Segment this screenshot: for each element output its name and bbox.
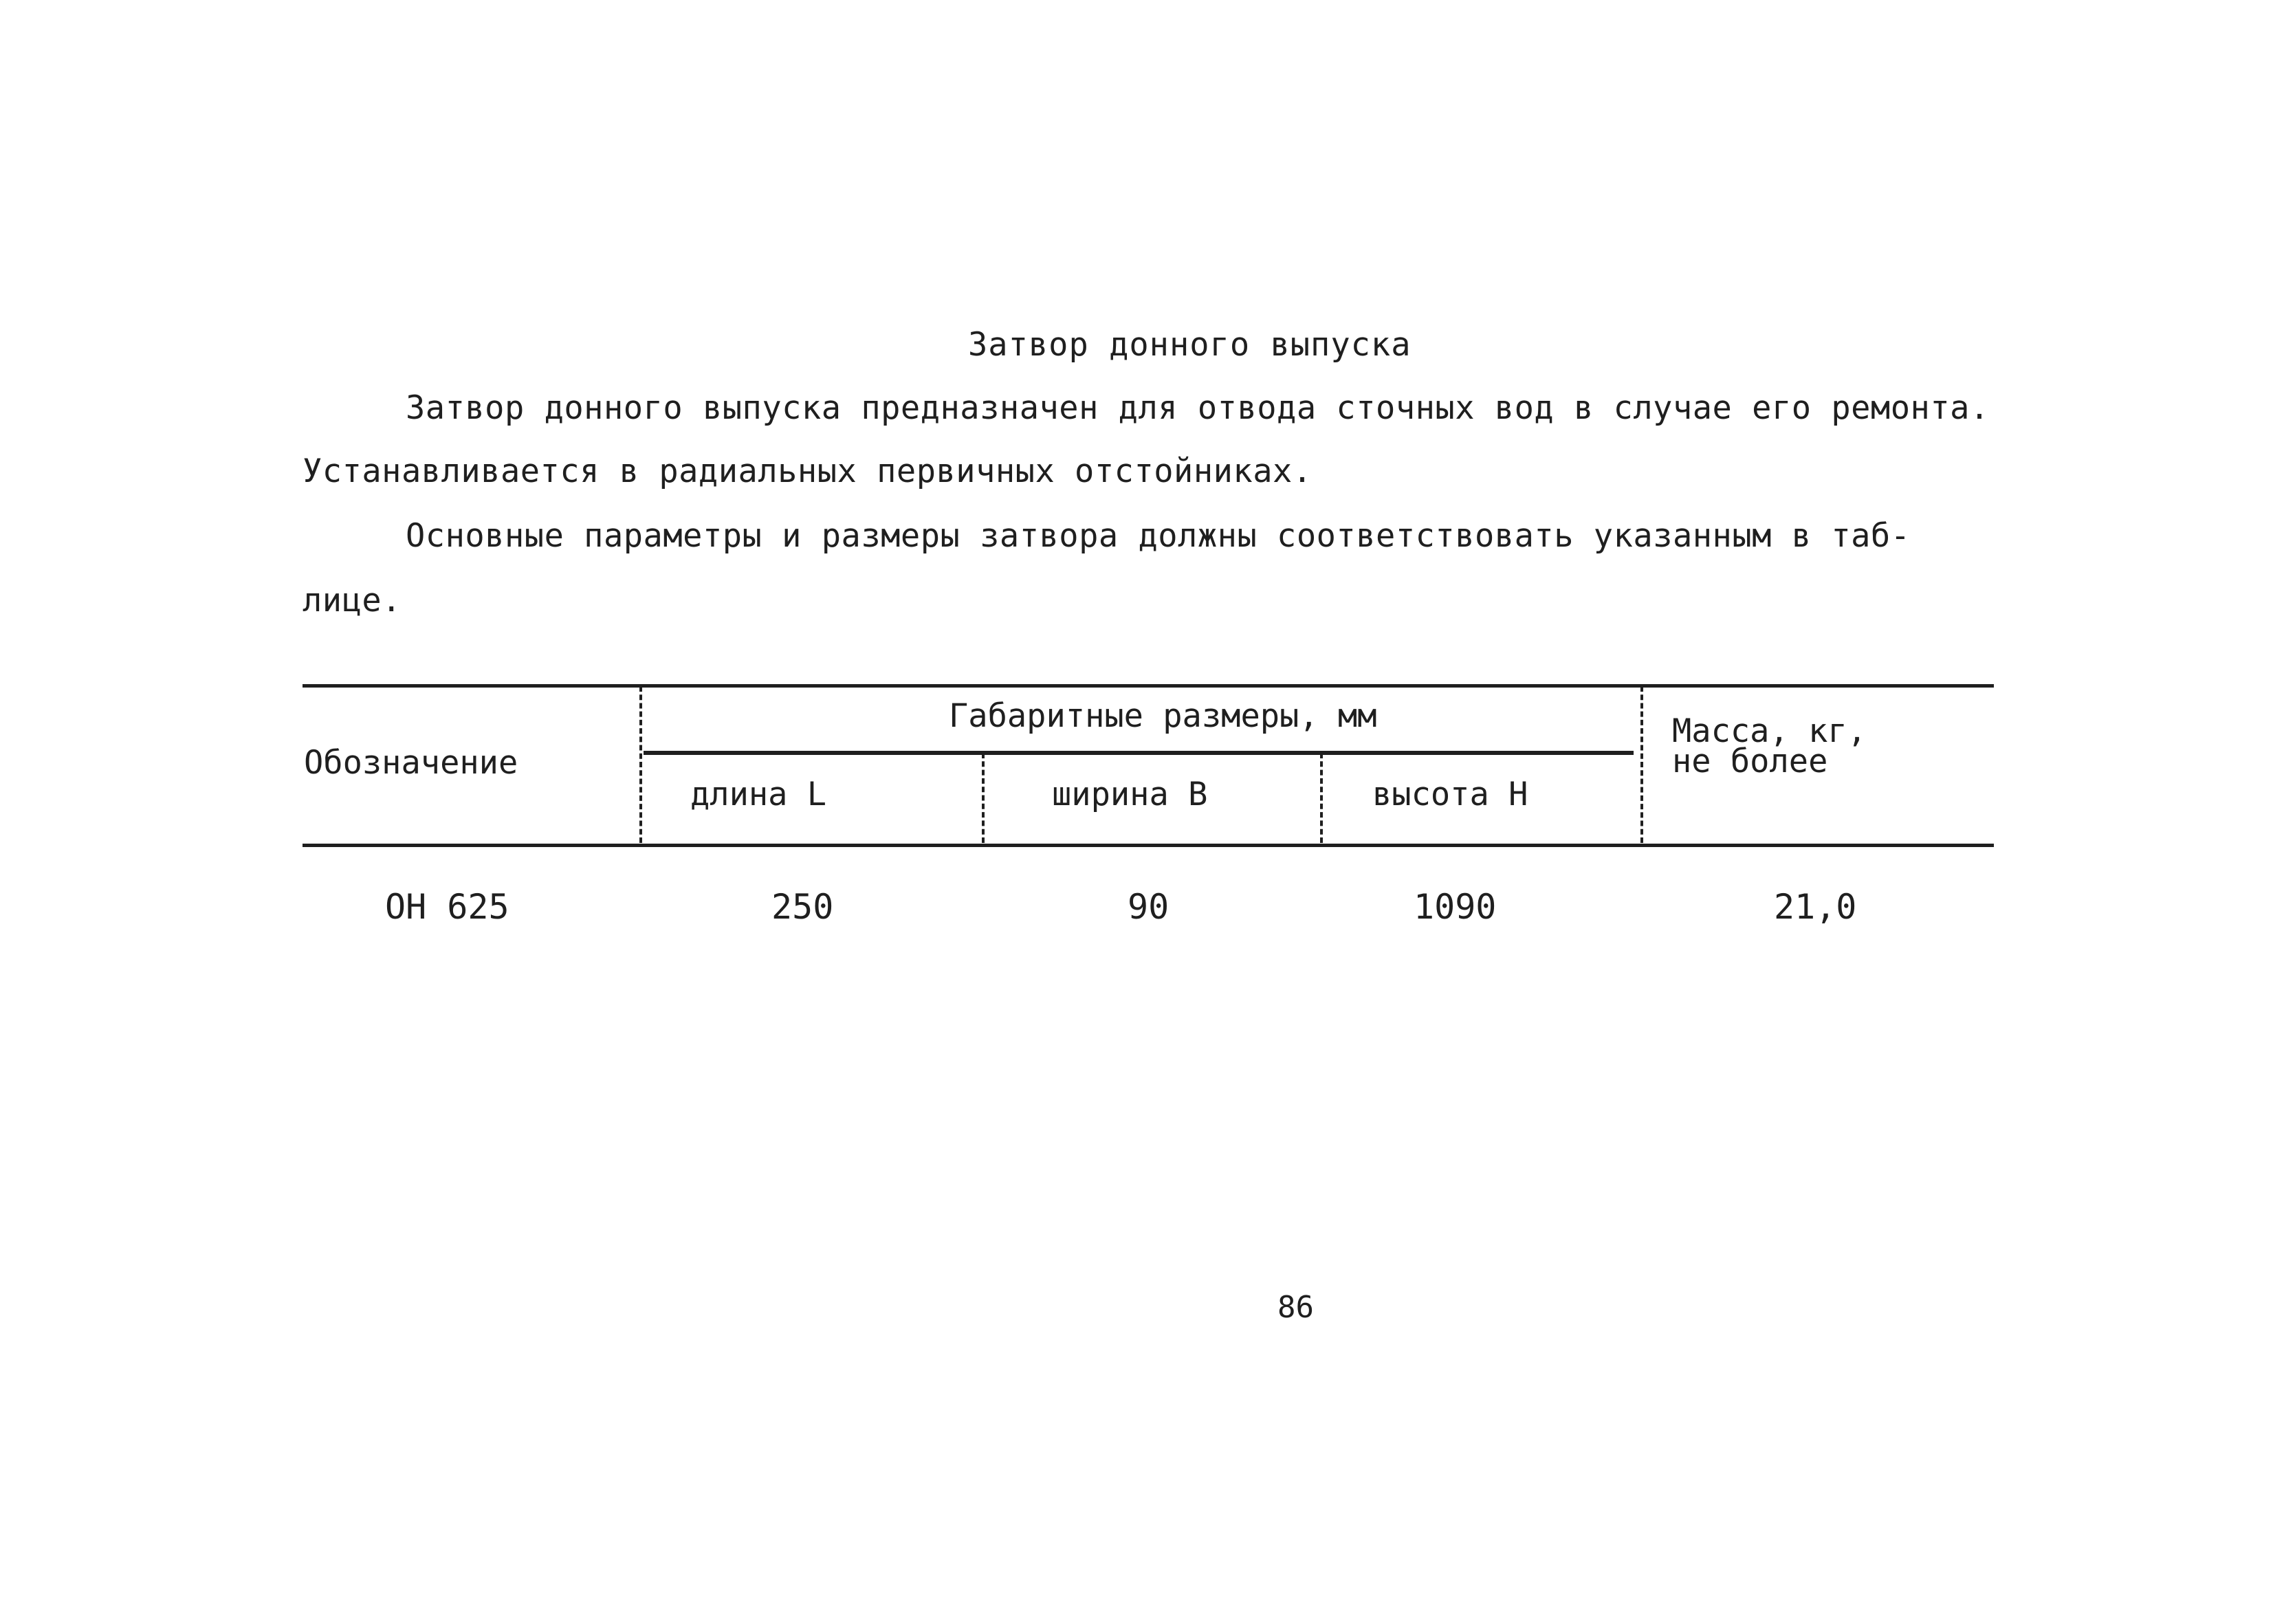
table-header-bottom-rule	[303, 844, 1994, 847]
paragraph-1-line-1: Затвор донного выпуска предназначен для отвода сточных вод в случае его ремонта.	[406, 389, 1990, 427]
table-divider-3	[1320, 753, 1323, 843]
table-top-rule	[303, 684, 1994, 688]
table-group-rule	[644, 751, 1634, 755]
paragraph-2-line-2: лице.	[303, 582, 402, 619]
header-dimensions-group: Габаритные размеры, мм	[949, 697, 1377, 735]
row-designation: ОН 625	[385, 887, 509, 927]
table-divider-1	[639, 686, 642, 843]
header-mass-line-1: Масса, кг,	[1672, 712, 1867, 750]
header-width: ширина В	[1052, 776, 1208, 813]
row-height: 1090	[1414, 887, 1497, 927]
paragraph-1-line-2: Устанавливается в радиальных первичных отстойниках.	[303, 452, 1313, 490]
table-divider-2	[982, 753, 985, 843]
row-mass: 21,0	[1774, 887, 1857, 927]
row-width: 90	[1128, 887, 1170, 927]
paragraph-2-line-1: Основные параметры и размеры затвора должны соответствовать указанным в таб-	[406, 517, 1911, 555]
header-height: высота Н	[1372, 776, 1528, 813]
row-length: 250	[771, 887, 834, 927]
document-title: Затвор донного выпуска	[968, 326, 1412, 364]
page-number: 86	[1277, 1290, 1314, 1325]
header-mass-line-2: не более	[1672, 743, 1828, 780]
table-divider-4	[1640, 686, 1643, 843]
header-designation: Обозначение	[304, 744, 518, 782]
header-length: длина L	[690, 776, 827, 813]
